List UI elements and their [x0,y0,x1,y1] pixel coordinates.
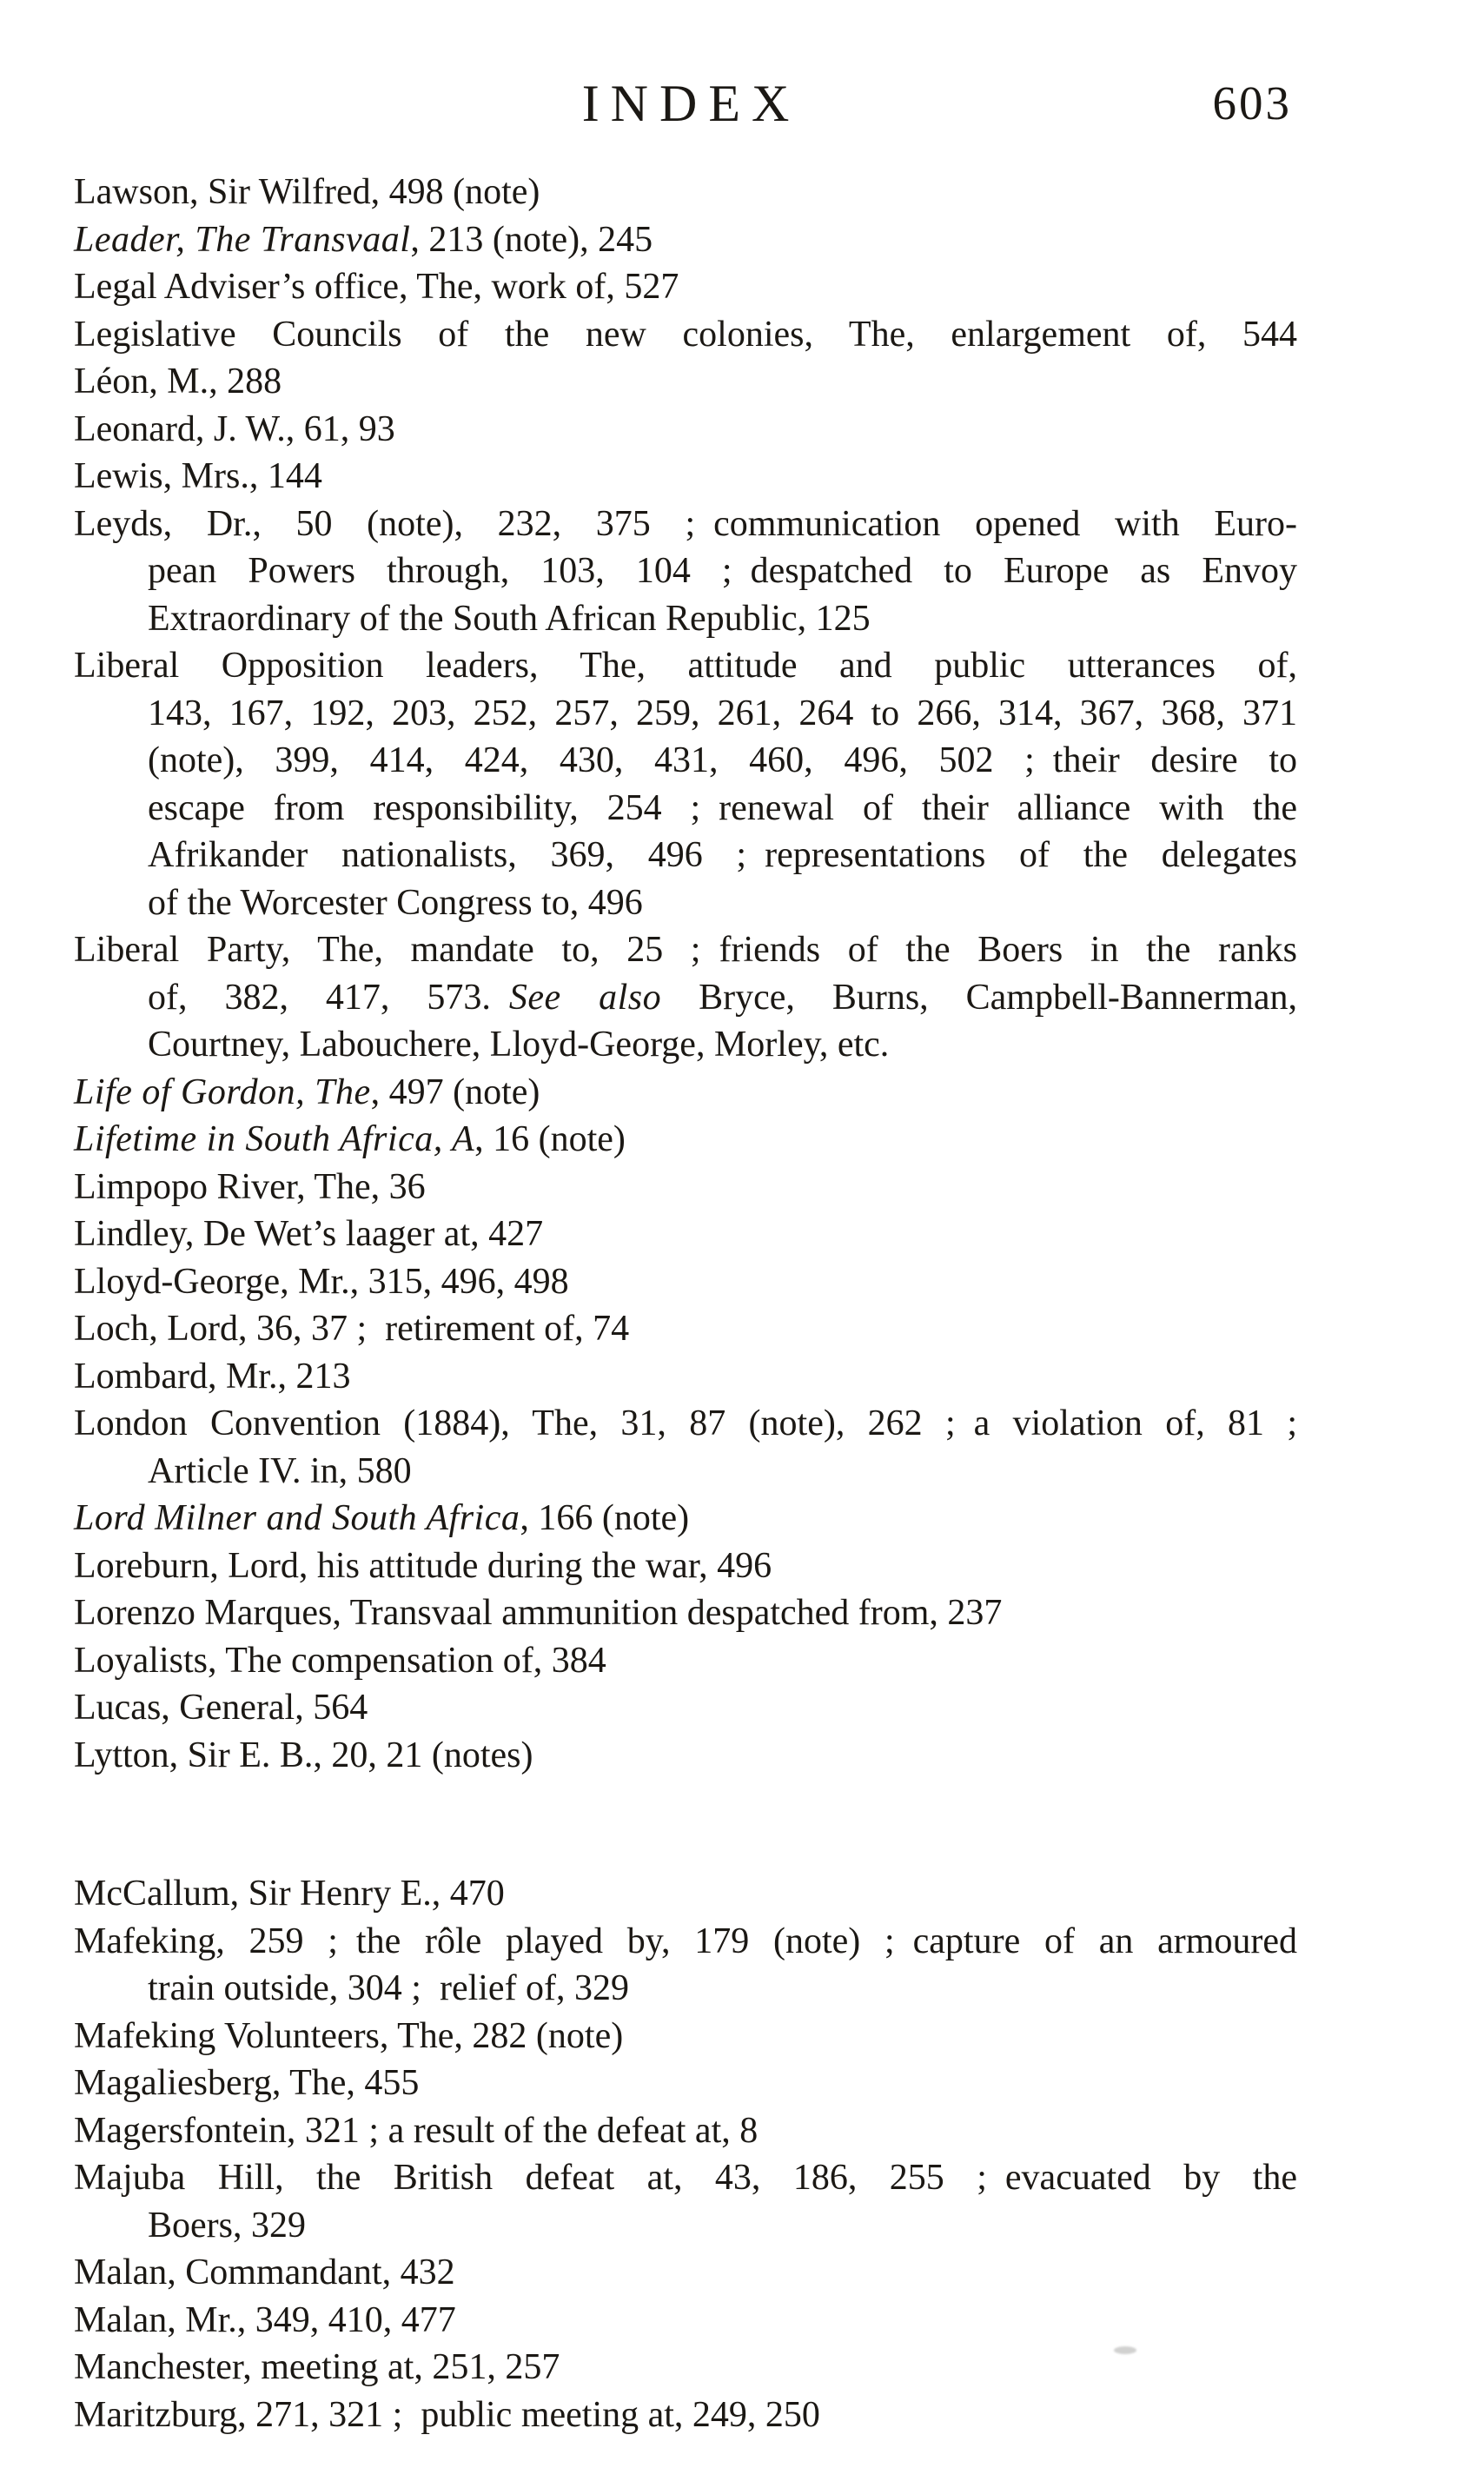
index-entry [74,2249,1297,2297]
index-entry [74,1353,1297,1401]
text-segment: Malan, Commandant, 432 [74,2252,455,2292]
text-segment: (note), 399, 414, 424, 430, 431, 460, 496, 502 ; their desire to [148,740,1297,780]
text-segment: Mafeking, 259 ; the rôle played by, 179 (note) ; capture of an armoured [74,1921,1297,1961]
index-entry-line [74,1732,1297,1780]
text-segment: Maritzburg, 271, 321 ; public meeting at, 249, 250 [74,2394,820,2435]
index-entry-line [74,2202,1297,2250]
text-segment: train outside, 304 ; relief of, 329 [148,1968,630,2008]
index-entry-line [74,2060,1297,2107]
index-entry-line [74,1589,1297,1637]
index-entry [74,2060,1297,2107]
text-segment: Malan, Mr., 349, 410, 477 [74,2299,456,2340]
text-segment: Loreburn, Lord, his attitude during the war, 496 [74,1545,772,1586]
index-entry-line [74,1870,1297,1918]
text-segment: Legal Adviser’s office, The, work of, 527 [74,267,679,307]
index-entry-line [74,2392,1297,2439]
text-segment: London Convention (1884), The, 31, 87 (note), 262 ; a violation of, 81 ; [74,1403,1297,1443]
index-entry-line [74,547,1297,595]
text-segment: Bryce, Burns, Campbell-Bannerman, [661,977,1298,1018]
text-segment: Courtney, Labouchere, Lloyd-George, Morley, etc. [148,1025,890,1065]
index-entry-line [74,785,1297,833]
index-entry [74,1258,1297,1306]
text-segment: , 213 (note), 245 [410,219,653,260]
index-entry [74,1069,1297,1117]
text-segment: Loch, Lord, 36, 37 ; retirement of, 74 [74,1309,630,1349]
index-entry-line [74,1211,1297,1258]
index-entry-line [74,642,1297,690]
index-entry-line [74,406,1297,454]
index-entry [74,263,1297,311]
index-entry [74,1684,1297,1732]
index-entry-line [74,1116,1297,1164]
index-entry [74,1542,1297,1590]
index-entry [74,501,1297,643]
text-segment: Magersfontein, 321 ; a result of the defeat at, 8 [74,2110,759,2151]
index-entry-line [74,1542,1297,1590]
text-segment: Lytton, Sir E. B., 20, 21 (notes) [74,1735,533,1775]
index-entry [74,2297,1297,2345]
index-entry [74,2107,1297,2155]
index-entry-line [74,1448,1297,1496]
text-segment: 143, 167, 192, 203, 252, 257, 259, 261, 264 to 266, 314, 367, 368, 371 [148,693,1297,733]
text-segment: Liberal Party, The, mandate to, 25 ; friends of the Boers in the ranks [74,930,1297,970]
text-segment: Manchester, meeting at, 251, 257 [74,2347,560,2387]
index-entry-line [74,263,1297,311]
text-segment: Afrikander nationalists, 369, 496 ; representations of the delegates [148,835,1297,875]
index-entry-line [74,1353,1297,1401]
index-entry [74,1870,1297,1918]
index-entry-line [74,1637,1297,1685]
italic-text-segment: See also [508,977,662,1018]
text-segment: Lorenzo Marques, Transvaal ammunition despatched from, 237 [74,1593,1003,1633]
index-entry-line [74,358,1297,406]
text-segment: Boers, 329 [148,2205,306,2246]
text-segment: Magaliesberg, The, 455 [74,2063,420,2103]
text-segment: Léon, M., 288 [74,362,282,401]
index-entry-line [74,1258,1297,1306]
index-entry [74,926,1297,1069]
text-segment: Majuba Hill, the British defeat at, 43, 186, 255 ; evacuated by the [74,2158,1297,2198]
index-entry [74,1305,1297,1353]
index-entry [74,2013,1297,2060]
index-entry-line [74,1965,1297,2013]
index-entry [74,1732,1297,1780]
italic-text-segment: Leader, The Transvaal [74,219,411,260]
index-entry [74,642,1297,926]
index-entry-line [74,1021,1297,1069]
text-segment: of, 382, 417, 573. [148,977,509,1018]
index-entry-line [74,1305,1297,1353]
text-segment: Lloyd-George, Mr., 315, 496, 498 [74,1261,569,1302]
italic-text-segment: Lifetime in South Africa, A [74,1119,475,1159]
index-entry [74,311,1297,359]
text-segment: Lombard, Mr., 213 [74,1356,351,1397]
text-segment: pean Powers through, 103, 104 ; despatched to Europe as Envoy [148,551,1297,591]
index-entry-line [74,2249,1297,2297]
text-segment: of the Worcester Congress to, 496 [148,882,643,923]
text-segment: McCallum, Sir Henry E., 470 [74,1874,505,1914]
index-entry-line [74,501,1297,548]
text-segment: Lewis, Mrs., 144 [74,456,322,496]
scan-smudge [1114,2346,1136,2354]
text-segment: escape from responsibility, 254 ; renewal of their alliance with the [148,787,1297,828]
index-entry [74,358,1297,406]
text-segment: Mafeking Volunteers, The, 282 (note) [74,2015,624,2056]
index-entry-list [74,169,1297,2438]
index-entry [74,169,1297,216]
index-entry-line [74,2297,1297,2345]
index-entry [74,453,1297,501]
index-entry [74,216,1297,264]
index-entry-line [74,926,1297,974]
index-entry-line [74,2154,1297,2202]
index-entry [74,1495,1297,1542]
index-entry-line [74,2107,1297,2155]
index-entry-line [74,974,1297,1022]
text-segment: , 497 (note) [370,1071,540,1112]
index-entry-line [74,2013,1297,2060]
index-entry-line [74,1164,1297,1211]
text-segment: Limpopo River, The, 36 [74,1166,426,1207]
index-entry-line [74,311,1297,359]
text-segment: Extraordinary of the South African Republic, 125 [148,598,871,639]
page-title: INDEX [581,75,801,132]
index-entry-line [74,169,1297,216]
index-entry [74,2392,1297,2439]
index-entry [74,2154,1297,2249]
text-block [74,70,1297,2438]
page-number: 603 [1212,76,1292,129]
index-entry-line [74,690,1297,738]
text-segment: , 166 (note) [520,1498,690,1538]
index-entry-line [74,216,1297,264]
text-segment: Liberal Opposition leaders, The, attitude and public utterances of, [74,646,1297,686]
text-segment: Leonard, J. W., 61, 93 [74,408,395,449]
index-entry [74,1116,1297,1164]
italic-text-segment: Life of Gordon, The [74,1071,371,1112]
index-entry [74,1637,1297,1685]
index-entry [74,1164,1297,1211]
text-segment: Leyds, Dr., 50 (note), 232, 375 ; communication opened with Euro- [74,503,1297,544]
index-entry-line [74,453,1297,501]
index-entry [74,1918,1297,2013]
text-segment: Legislative Councils of the new colonies, The, enlargement of, 544 [74,314,1297,355]
index-entry-line [74,1069,1297,1117]
index-entry-line [74,737,1297,785]
index-entry [74,1589,1297,1637]
text-segment: , 16 (note) [474,1119,626,1159]
index-entry-line [74,1400,1297,1448]
index-entry-line [74,1495,1297,1542]
text-segment: Lucas, General, 564 [74,1688,368,1728]
index-entry-line [74,595,1297,643]
index-entry [74,1211,1297,1258]
italic-text-segment: Lord Milner and South Africa [74,1498,520,1538]
text-segment: Article IV. in, 580 [148,1450,412,1491]
page-header [74,70,1297,137]
text-segment: Loyalists, The compensation of, 384 [74,1640,606,1681]
index-entry-line [74,1918,1297,1966]
index-entry [74,1400,1297,1495]
text-segment: Lawson, Sir Wilfred, 498 (note) [74,172,540,212]
index-entry-line [74,1684,1297,1732]
text-segment: Lindley, De Wet’s laager at, 427 [74,1214,544,1254]
index-entry [74,406,1297,454]
index-entry-line [74,879,1297,927]
index-entry-line [74,832,1297,879]
